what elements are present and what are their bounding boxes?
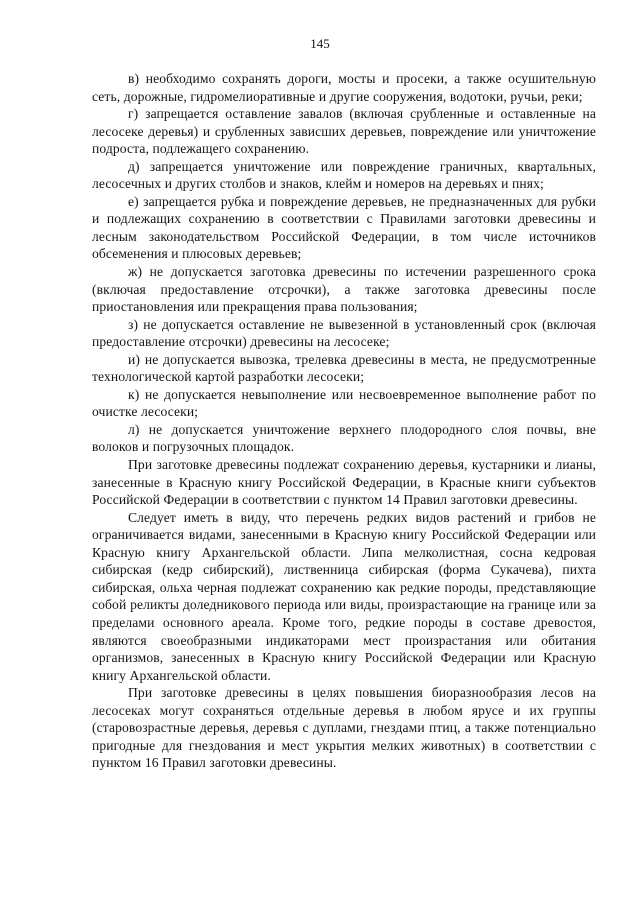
paragraph-item-zh: ж) не допускается заготовка древесины по истечении разрешенного срока (включая предоставление отсрочки), а также заготовка древесины после приостановления или прекращения права пользования; xyxy=(92,264,596,315)
page-number: 145 xyxy=(310,36,330,51)
paragraph-item-g: г) запрещается оставление завалов (включая срубленные и оставленные на лесосеке деревья) и срубленных зависших деревьев, повреждение или уничтожение подроста, подлежащего сохранению. xyxy=(92,106,596,157)
paragraph-item-d: д) запрещается уничтожение или повреждение граничных, квартальных, лесосечных и других столбов и знаков, клейм и номеров на деревьях и пнях; xyxy=(92,158,596,192)
paragraph-item-k: к) не допускается невыполнение или несвоевременное выполнение работ по очистке лесосеки; xyxy=(92,386,596,420)
paragraph-red-book: При заготовке древесины подлежат сохранению деревья, кустарники и лианы, занесенные в Красную книгу Российской Федерации, в Красные книги субъектов Российской Федерации в соответствии с пунктом 14 Правил заготовки древесины. xyxy=(92,457,596,508)
paragraph-item-v: в) необходимо сохранять дороги, мосты и просеки, а также осушительную сеть, дорожные, гидромелиоративные и другие сооружения, водотоки, ручьи, реки; xyxy=(92,71,596,104)
paragraph-item-i: и) не допускается вывозка, трелевка древесины в места, не предусмотренные технологической картой разработки лесосеки; xyxy=(92,351,596,385)
document-body xyxy=(92,70,596,772)
paragraph-item-e: е) запрещается рубка и повреждение деревьев, не предназначенных для рубки и подлежащих сохранению в соответствии с Правилами заготовки древесины и лесным законодательством Российской Федерации, в том числе источников обсеменения и плюсовых деревьев; xyxy=(92,193,596,262)
paragraph-biodiversity: При заготовке древесины в целях повышения биоразнообразия лесов на лесосеках могут сохраняться отдельные деревья в любом ярусе и их группы (старовозрастные деревья, деревья с дуплами, гнездами птиц, а также потенциально пригодные для гнездования и мест укрытия мелких животных) в соответствии с пунктом 16 Правил заготовки древесины. xyxy=(92,685,596,771)
paragraph-item-l: л) не допускается уничтожение верхнего плодородного слоя почвы, вне волоков и погрузочных площадок. xyxy=(92,421,596,455)
paragraph-rare-species: Следует иметь в виду, что перечень редких видов растений и грибов не ограничивается видами, занесенными в Красную книгу Российской Федерации или Красную книгу Архангельской области. Липа мелколистная, сосна кедровая сибирская (кедр сибирский), лиственница сибирская (форма Сукачева), пихта сибирская, ольха черная подлежат сохранению как редкие породы, представляющие собой реликты доледникового периода или виды, произрастающие на границе или за пределами основного ареала. Кроме того, редкие породы в составе древостоя, являются своеобразными индикаторами мест произрастания или обитания организмов, занесенных в Красную книгу Российской Федерации или Красную книгу Архангельской области. xyxy=(92,509,596,683)
paragraph-item-z: з) не допускается оставление не вывезенной в установленный срок (включая предоставление отсрочки) древесины на лесосеке; xyxy=(92,316,596,350)
